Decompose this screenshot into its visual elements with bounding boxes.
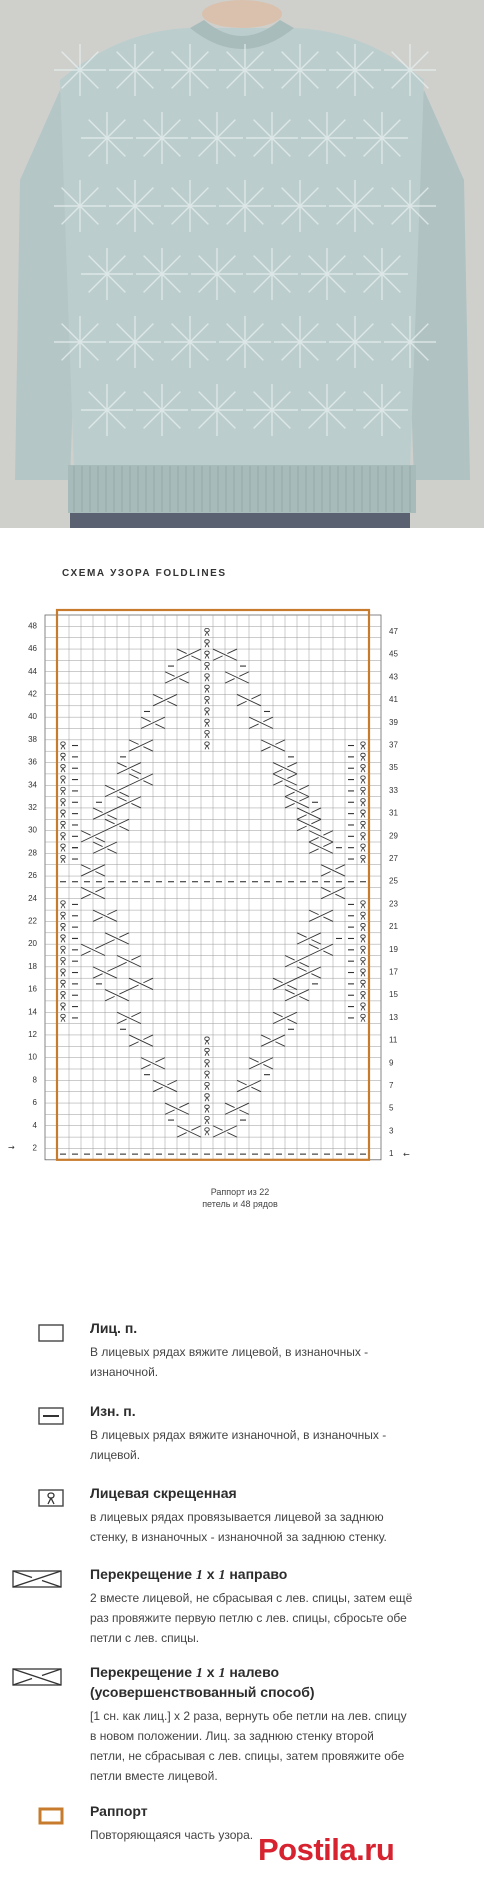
legend-title: Лиц. п.: [90, 1320, 138, 1336]
legend-desc: [1 сн. как лиц.] х 2 раза, вернуть обе петли на лев. спицу в новом положении. Лиц. за заднюю стенку второй петли, не сбрасывая с лев. спицы, затем провяжите обе петли вместе лицевой.: [90, 1709, 407, 1783]
legend-title: Лицевая скрещенная: [90, 1485, 237, 1501]
row-number-left: 12: [28, 1029, 37, 1039]
row-number-left: 14: [28, 1007, 37, 1017]
right-cross-icon: [12, 1570, 62, 1588]
row-number-right: 13: [389, 1012, 398, 1022]
row-number-right: 39: [389, 717, 398, 727]
row-number-right: 15: [389, 990, 398, 1000]
legend-desc: в лицевых рядах провязывается лицевой за заднюю стенку, в изнаночных - изнаночной за заднюю стенку.: [90, 1510, 387, 1544]
rapport-note: [150, 1186, 330, 1210]
row-number-left: 36: [28, 757, 37, 767]
row-number-right: 31: [389, 808, 398, 818]
row-number-left: 34: [28, 780, 37, 790]
row-number-left: 6: [32, 1098, 37, 1108]
legend-title: Изн. п.: [90, 1403, 136, 1419]
row-number-right: 29: [389, 831, 398, 841]
row-number-right: 33: [389, 785, 398, 795]
row-number-right: 25: [389, 876, 398, 886]
row-number-left: 24: [28, 893, 37, 903]
row-number-left: 16: [28, 984, 37, 994]
legend-desc: 2 вместе лицевой, не сбрасывая с лев. спицы, затем ещё раз провяжите первую петлю с лев. спицы, сбросьте обе петли с лев. спицы.: [90, 1591, 413, 1645]
row-number-right: 45: [389, 649, 398, 659]
row-number-right: 1: [389, 1149, 394, 1159]
rapport-line-2: петель и 48 рядов: [202, 1199, 278, 1209]
row-number-right: 7: [389, 1081, 394, 1091]
legend-desc: В лицевых рядах вяжите изнаночной, в изнаночных - лицевой.: [90, 1428, 387, 1462]
row-number-right: 27: [389, 854, 398, 864]
row-number-left: 10: [28, 1052, 37, 1062]
row-number-left: 20: [28, 939, 37, 949]
row-number-right: 41: [389, 695, 398, 705]
row-number-right: 9: [389, 1058, 394, 1068]
row-number-left: 8: [32, 1075, 37, 1085]
row-number-right: 35: [389, 763, 398, 773]
chart-title: СХЕМА УЗОРА FOLDLINES: [62, 568, 227, 579]
row-number-left: 2: [32, 1143, 37, 1153]
row-number-right: 11: [389, 1035, 398, 1045]
legend-title: Перекрещение 1 х 1 направо: [90, 1566, 288, 1583]
row-number-right: 21: [389, 922, 398, 932]
row-number-left: 28: [28, 848, 37, 858]
row-number-right: 5: [389, 1103, 394, 1113]
row-number-left: 22: [28, 916, 37, 926]
left-cross-icon: [12, 1668, 62, 1686]
legend-title-2: (усовершенствованный способ): [90, 1684, 315, 1700]
row-number-left: 44: [28, 666, 37, 676]
legend-desc: В лицевых рядах вяжите лицевой, в изнаночных - изнаночной.: [90, 1345, 369, 1379]
rapport-box-icon: [38, 1807, 64, 1825]
row-number-left: 32: [28, 802, 37, 812]
legend-title: Перекрещение 1 х 1 налево: [90, 1664, 280, 1681]
row-number-right: 43: [389, 672, 398, 682]
row-number-left: 38: [28, 734, 37, 744]
knit-square-icon: [38, 1324, 64, 1342]
row-number-right: 3: [389, 1126, 394, 1136]
rapport-line-1: Раппорт из 22: [210, 1187, 270, 1197]
row-number-left: 46: [28, 644, 37, 654]
row-number-left: 48: [28, 621, 37, 631]
legend-title: Раппорт: [90, 1803, 148, 1819]
row-number-right: 47: [389, 627, 398, 637]
start-right-marker: ←: [403, 1150, 410, 1160]
sweater-illustration: [0, 0, 484, 528]
twisted-knit-icon: [38, 1489, 64, 1507]
row-number-right: 17: [389, 967, 398, 977]
row-number-left: 40: [28, 712, 37, 722]
row-number-left: 30: [28, 825, 37, 835]
row-number-left: 18: [28, 961, 37, 971]
row-number-left: 42: [28, 689, 37, 699]
start-left-marker: →: [8, 1142, 15, 1152]
row-number-right: 23: [389, 899, 398, 909]
row-number-left: 26: [28, 871, 37, 881]
row-number-right: 37: [389, 740, 398, 750]
knitting-chart: [0, 600, 484, 1180]
watermark-logo: Postila.ru: [258, 1832, 395, 1867]
row-number-right: 19: [389, 944, 398, 954]
sweater-photo: [0, 0, 484, 528]
legend-desc: Повторяющаяся часть узора.: [90, 1828, 254, 1842]
purl-dash-icon: [38, 1407, 64, 1425]
row-number-left: 4: [32, 1120, 37, 1130]
